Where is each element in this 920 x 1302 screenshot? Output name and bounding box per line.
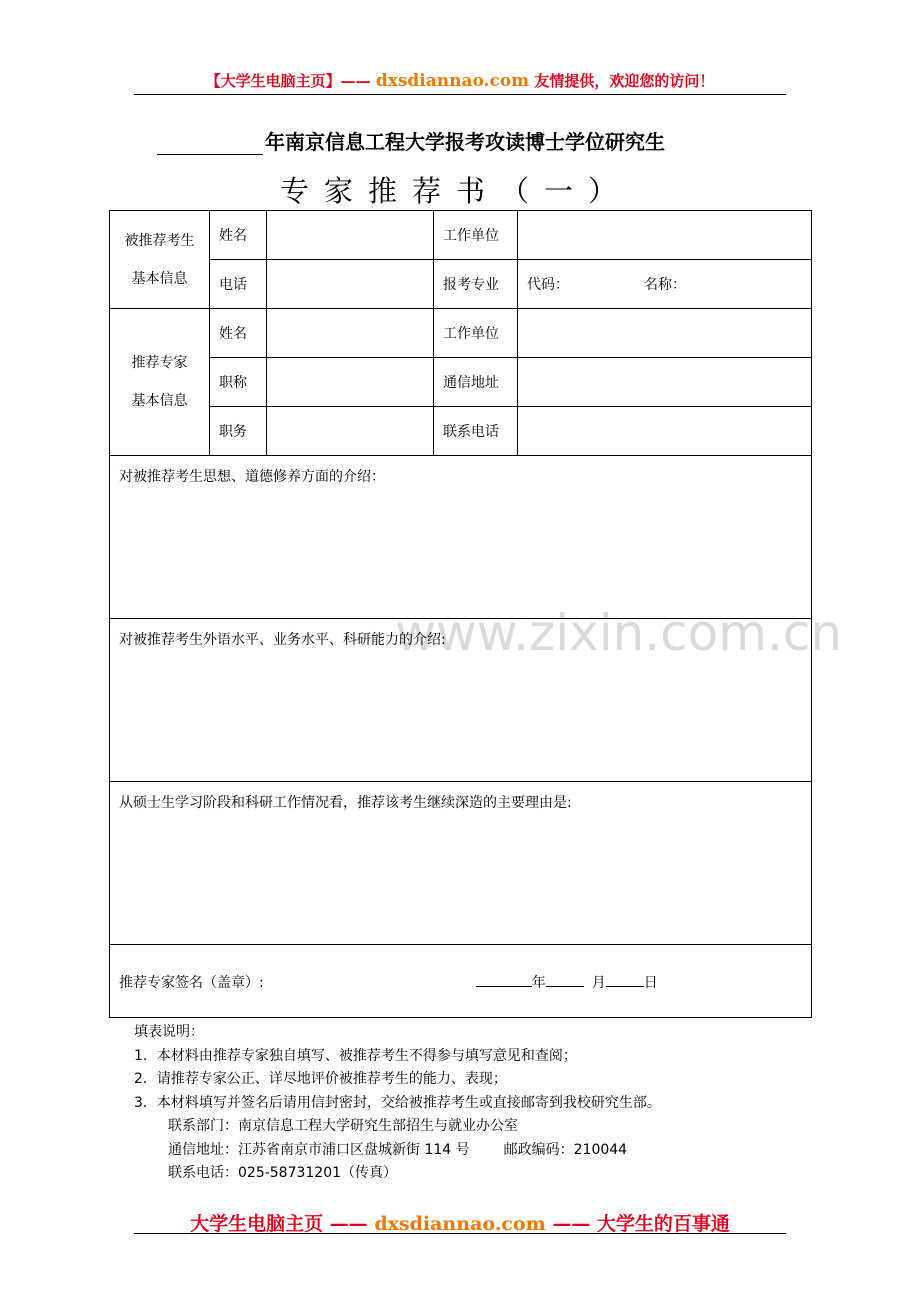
banner-suffix: 友情提供，欢迎您的访问！ — [534, 72, 715, 90]
year-label: 年 — [531, 974, 546, 991]
moral-evaluation-section[interactable] — [110, 456, 812, 619]
top-banner — [135, 70, 785, 91]
candidate-phone-field[interactable] — [267, 260, 434, 309]
footer-right: —— 大学生的百事通 — [552, 1213, 730, 1235]
ability-evaluation-prompt: 对被推荐考生外语水平、业务水平、科研能力的介绍: — [119, 632, 446, 648]
expert-info-group — [110, 309, 210, 456]
instruction-item-2: 2．请推荐专家公正、详尽地评价被推荐考生的能力、表现； — [134, 1071, 507, 1087]
ability-evaluation-section[interactable] — [110, 619, 812, 782]
day-field[interactable] — [606, 971, 644, 987]
expert-work-unit-field[interactable] — [518, 309, 812, 358]
contact-department: 联系部门：南京信息工程大学研究生部招生与就业办公室 — [168, 1118, 518, 1134]
candidate-group-label-2: 基本信息 — [131, 270, 188, 287]
document-subtitle: 专家推荐书（一） — [280, 174, 633, 208]
instructions-heading: 填表说明： — [134, 1024, 204, 1040]
document-title — [157, 126, 777, 155]
footer-banner — [135, 1209, 785, 1236]
expert-title-field[interactable] — [267, 358, 434, 407]
expert-phone-field[interactable] — [518, 407, 812, 456]
candidate-phone-label: 电话 — [210, 260, 267, 309]
candidate-name-field[interactable] — [267, 211, 434, 260]
recommendation-form — [109, 210, 812, 1018]
candidate-major-field[interactable] — [518, 260, 812, 309]
major-name-label: 名称： — [644, 277, 686, 293]
expert-name-label: 姓名 — [210, 309, 267, 358]
expert-phone-label: 联系电话 — [434, 407, 518, 456]
candidate-work-unit-field[interactable] — [518, 211, 812, 260]
contact-phone: 联系电话：025-58731201（传真） — [168, 1165, 398, 1181]
instruction-item-1: 1．本材料由推荐专家独自填写、被推荐考生不得参与填写意见和查阅； — [134, 1047, 577, 1064]
instructions — [134, 1021, 834, 1186]
major-code-label: 代码： — [527, 277, 569, 293]
footer-site-link[interactable]: dxsdiannao.com — [374, 1213, 546, 1235]
expert-group-label-2: 基本信息 — [131, 393, 188, 409]
signature-row[interactable] — [110, 945, 812, 1018]
contact-address: 通信地址：江苏省南京市浦口区盘城新街 114 号 — [168, 1141, 470, 1158]
contact-postcode: 邮政编码：210044 — [503, 1141, 628, 1158]
expert-work-unit-label: 工作单位 — [434, 309, 518, 358]
year-blank — [157, 134, 263, 155]
signature-label: 推荐专家签名（盖章）: — [119, 974, 264, 991]
footer-left: 大学生电脑主页 —— — [190, 1213, 368, 1235]
header-divider — [134, 94, 786, 95]
month-field[interactable] — [546, 971, 584, 987]
candidate-name-label: 姓名 — [210, 211, 267, 260]
recommendation-reason-prompt: 从硕士生学习阶段和科研工作情况看，推荐该考生继续深造的主要理由是: — [119, 795, 572, 811]
month-label: 月 — [591, 974, 606, 991]
expert-address-field[interactable] — [518, 358, 812, 407]
expert-title-label: 职称 — [210, 358, 267, 407]
banner-prefix: 【大学生电脑主页】—— — [205, 72, 371, 90]
banner-site-link[interactable]: dxsdiannao.com — [375, 71, 530, 91]
expert-address-label: 通信地址 — [434, 358, 518, 407]
candidate-info-group — [110, 211, 210, 309]
candidate-work-unit-label: 工作单位 — [434, 211, 518, 260]
expert-group-label-1: 推荐专家 — [131, 355, 188, 371]
watermark: www.zixin.com.cn — [395, 604, 843, 662]
candidate-major-label: 报考专业 — [434, 260, 518, 309]
expert-position-field[interactable] — [267, 407, 434, 456]
title-text: 年南京信息工程大学报考攻读博士学位研究生 — [265, 130, 665, 154]
day-label: 日 — [643, 974, 658, 991]
recommendation-reason-section[interactable] — [110, 782, 812, 945]
year-field[interactable] — [476, 971, 532, 987]
instruction-item-3: 3．本材料填写并签名后请用信封密封，交给被推荐考生或直接邮寄到我校研究生部。 — [134, 1094, 661, 1111]
moral-evaluation-prompt: 对被推荐考生思想、道德修养方面的介绍： — [119, 469, 385, 485]
candidate-group-label-1: 被推荐考生 — [124, 232, 195, 249]
expert-position-label: 职务 — [210, 407, 267, 456]
contact-address-line — [134, 1139, 834, 1163]
expert-name-field[interactable] — [267, 309, 434, 358]
footer-divider — [134, 1233, 786, 1234]
